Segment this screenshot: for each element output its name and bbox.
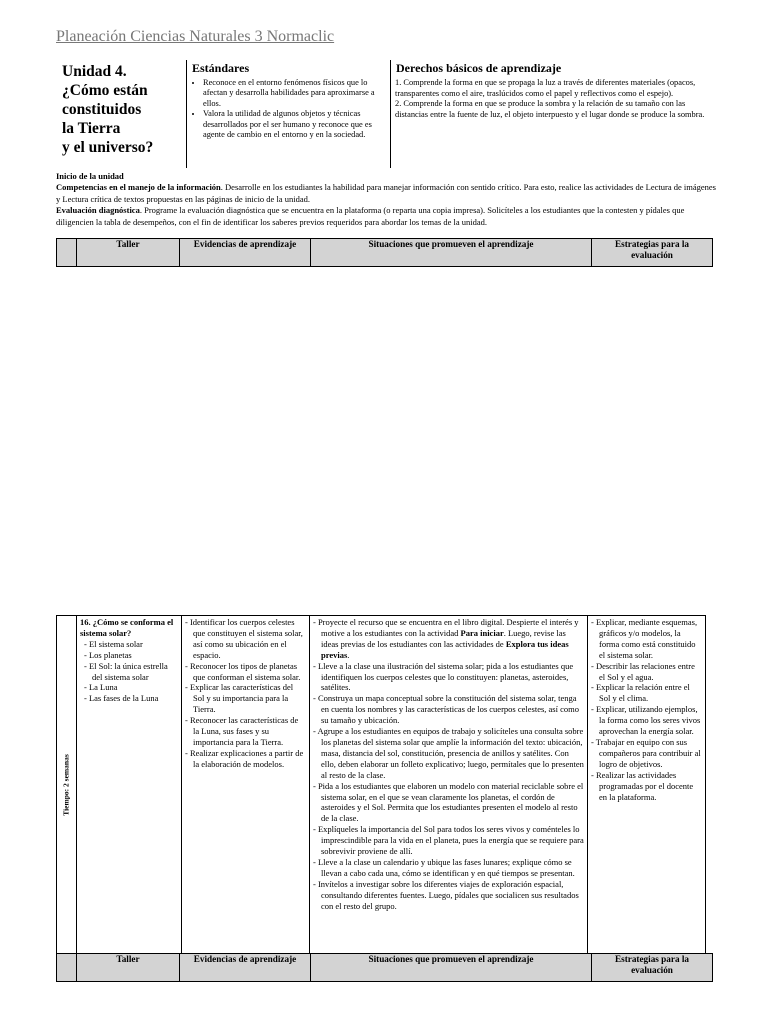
header-estrategias: Estrategias para la evaluación <box>592 954 713 982</box>
time-cell <box>57 616 77 955</box>
topic-item: - El Sol: la única estrella del sistema solar <box>84 660 168 682</box>
plan-table <box>56 615 706 955</box>
header-taller: Taller <box>77 954 180 982</box>
intro-heading: Inicio de la unidad <box>56 171 124 181</box>
evidencias-list <box>185 617 306 770</box>
time-label: Tiempo: 2 semanas <box>61 754 71 816</box>
situacion-item: - Lleve a la clase una ilustración del sistema solar; pida a los estudiantes que identifiquen los cuerpos celestes que lo constituyen: planetas, asteroides, satélites. <box>313 660 574 693</box>
estrategias-list <box>591 617 702 802</box>
situacion-item <box>313 617 584 661</box>
unit-title-line: Unidad 4. <box>62 63 127 80</box>
header-taller: Taller <box>77 239 180 267</box>
estrategia-item: - Explicar la relación entre el Sol y el clima. <box>591 682 690 704</box>
evidencia-item: - Realizar explicaciones a partir de la elaboración de modelos. <box>185 747 304 769</box>
standards-box <box>187 60 391 168</box>
competencies-text: . Desarrolle en los estudiantes la habilidad para manejar información con sentido crítico. Para esto, realice las actividades de Lectura de imágenes y Lectura crítica de textos propuestas en las páginas de inicio de la unidad. <box>56 182 716 204</box>
header-blank-cell <box>57 954 77 982</box>
header-situaciones: Situaciones que promueven el aprendizaje <box>311 239 592 267</box>
taller-title: 16. ¿Cómo se conforma el sistema solar? <box>80 617 174 638</box>
taller-cell <box>77 616 182 955</box>
unit-title-line: constituidos <box>62 101 142 118</box>
situacion-item: - Pida a los estudiantes que elaboren un modelo con material reciclable sobre el sistema solar, en el que se vean claramente los planetas, el cordón de asteroides y el Sol. Permita que los estudiantes presenten el modelo al resto de la clase. <box>313 780 584 824</box>
dba-heading: Derechos básicos de aprendizaje <box>396 61 562 75</box>
table-header-top <box>56 238 713 267</box>
situacion-item: - Lleve a la clase un calendario y ubique las fases lunares; explique cómo se llevan a cabo cada una, cómo se identifican y en qué tiempos se presentan. <box>313 856 575 878</box>
evidencia-item: - Explicar las características del Sol y su importancia para la Tierra. <box>185 682 294 715</box>
intro-diagnostic <box>56 205 720 228</box>
estrategia-item: - Trabajar en equipo con sus compañeros para contribuir al logro de objetivos. <box>591 736 701 769</box>
situaciones-list <box>313 617 584 911</box>
unit-title-line: la Tierra <box>62 120 121 137</box>
table-header-bottom <box>56 953 713 982</box>
table-row <box>57 616 706 955</box>
header-blank-cell <box>57 239 77 267</box>
situaciones-cell <box>310 616 588 955</box>
evidencia-item: - Reconocer las características de la Luna, sus fases y su importancia para la Tierra. <box>185 715 299 747</box>
situacion-item: - Construya un mapa conceptual sobre la constitución del sistema solar, tenga en cuenta los nombres y las características de los cuerpos celestes, así como su tamaño y ubicación. <box>313 693 579 726</box>
situacion-activity: Explora tus ideas previas <box>321 638 569 660</box>
topic-item: - Los planetas <box>84 649 132 660</box>
evidencias-cell <box>182 616 310 955</box>
standards-item: • Reconoce en el entorno fenómenos físicos que lo afectan y desarrolla habilidades para aproximarse a ellos. <box>203 78 386 109</box>
header-evidencias: Evidencias de aprendizaje <box>180 239 311 267</box>
taller-topics <box>80 639 178 704</box>
estrategia-item: - Describir las relaciones entre el Sol y el agua. <box>591 660 695 682</box>
header-situaciones: Situaciones que promueven el aprendizaje <box>311 954 592 982</box>
evidencia-item: - Identificar los cuerpos celestes que constituyen el sistema solar, así como su ubicación en el espacio. <box>185 617 303 660</box>
diagnostic-text: . Programe la evaluación diagnóstica que se encuentra en la plataforma (o reparta una copia impresa). Solicíteles a los estudiantes que la contesten y pídales que diligencien la tabla de desempeños, con el fin de identificar los saberes previos requeridos para abordar los temas de la unidad. <box>56 205 685 227</box>
situacion-text: . <box>347 649 350 660</box>
estrategia-item: - Explicar, mediante esquemas, gráficos y/o modelos, la forma como está constituido el sistema solar. <box>591 617 698 660</box>
estrategias-cell <box>588 616 706 955</box>
competencies-label: Competencias en el manejo de la información <box>56 182 221 193</box>
standards-heading: Estándares <box>192 61 250 75</box>
topic-item: - Las fases de la Luna <box>84 693 159 704</box>
dba-box <box>391 60 716 168</box>
standards-item: • Valora la utilidad de algunos objetos y técnicas desarrollados por el ser humano y reconoce que es agente de cambio en el entorno y en la sociedad. <box>203 109 386 140</box>
unit-title-line: y el universo? <box>62 139 154 156</box>
situacion-text: - Proyecte el recurso que se encuentra en el libro digital. Despierte el interés y motive a los estudiantes con la actividad <box>313 617 579 638</box>
evidencia-item: - Reconocer los tipos de planetas que conforman el sistema solar. <box>185 660 301 682</box>
document-title: Planeación Ciencias Naturales 3 Normaclic <box>56 28 335 45</box>
estrategia-item: - Explicar, utilizando ejemplos, la forma como los seres vivos aprovechan la energía solar. <box>591 704 701 737</box>
standards-list <box>187 78 390 140</box>
unit-title-box <box>56 60 187 168</box>
diagnostic-label: Evaluación diagnóstica <box>56 205 140 216</box>
situacion-text: . Luego, revise las ideas previas de los estudiantes con las actividades de <box>321 627 566 649</box>
header-estrategias: Estrategias para la evaluación <box>592 239 713 267</box>
intro-competencies <box>56 182 720 205</box>
dba-item: 1. Comprende la forma en que se propaga la luz a través de diferentes materiales (opacos, transparentes como el aire, traslúcidos como el papel y reflectivos como el espejo). <box>395 78 696 98</box>
situacion-item: - Invítelos a investigar sobre los diferentes viajes de exploración espacial, consultando diferentes fuentes. Luego, pídales que socialicen sus resultados con el resto del grupo. <box>313 878 579 911</box>
unit-header-grid <box>56 60 716 168</box>
situacion-item: - Explíqueles la importancia del Sol para todos los seres vivos y coménteles lo imprescindible para la vida en el planeta, pues la energía que se requiere para sobrevivir proviene de allí. <box>313 824 584 857</box>
topic-item: - La Luna <box>84 682 118 693</box>
unit-title <box>62 62 153 157</box>
unit-intro <box>56 171 720 228</box>
situacion-activity: Para iniciar <box>460 627 504 638</box>
header-evidencias: Evidencias de aprendizaje <box>180 954 311 982</box>
unit-title-line: ¿Cómo están <box>62 82 148 99</box>
estrategia-item: - Realizar las actividades programadas por el docente en la plataforma. <box>591 769 694 802</box>
dba-item: 2. Comprende la forma en que se produce la sombra y la relación de su tamaño con las distancias entre la fuente de luz, el objeto interpuesto y el lugar donde se produce la sombra. <box>395 99 705 119</box>
situacion-item: - Agrupe a los estudiantes en equipos de trabajo y solicíteles una consulta sobre los planetas del sistema solar que amplíe la información del texto: ubicación, masa, distancia del sol, constitución, presencia de anillos y satélites. Con ello, deben elaborar un folleto explicativo; luego, permítales que lo presenten al resto de la clase. <box>313 726 584 780</box>
topic-item: - El sistema solar <box>84 638 143 649</box>
